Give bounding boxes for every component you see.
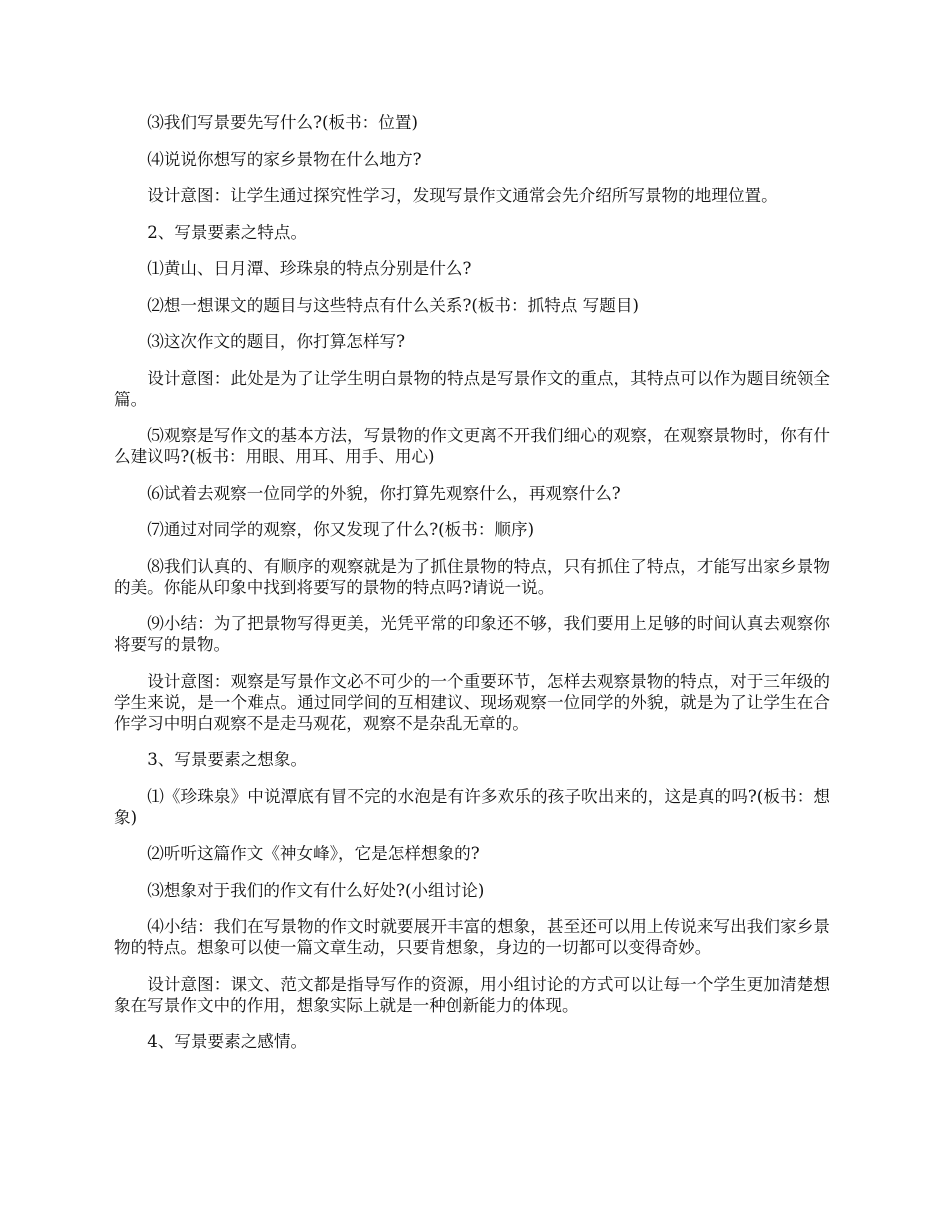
section-heading: 2、写景要素之特点。 [147, 222, 308, 242]
paragraph: 设计意图：观察是写景作文必不可少的一个重要环节，怎样去观察景物的特点，对于三年级的学生来说，是一个难点。通过同学间的互相建议、现场观察一位同学的外貌，就是为了让学生在合作学习中明白观察不是走马观花，观察不是杂乱无章的。 [114, 671, 830, 733]
paragraph: 设计意图：此处是为了让学生明白景物的特点是写景作文的重点，其特点可以作为题目统领全篇。 [114, 368, 830, 409]
paragraph: ⑵听听这篇作文《神女峰》，它是怎样想象的? [147, 844, 480, 863]
paragraph: ⑺通过对同学的观察，你又发现了什么?(板书：顺序) [147, 520, 535, 539]
paragraph: ⑻我们认真的、有顺序的观察就是为了抓住景物的特点，只有抓住了特点，才能写出家乡景物的美。你能从印象中找到将要写的景物的特点吗?请说一说。 [114, 556, 830, 597]
paragraph: ⑶想象对于我们的作文有什么好处?(小组讨论) [147, 880, 485, 900]
section-heading: 3、写景要素之想象。 [147, 750, 308, 769]
paragraph: 设计意图：课文、范文都是指导写作的资源，用小组讨论的方式可以让每一个学生更加清楚想象在写景作文中的作用，想象实际上就是一种创新能力的体现。 [114, 974, 830, 1015]
paragraph: ⑸观察是写作文的基本方法，写景物的作文更离不开我们细心的观察，在观察景物时，你有什么建议吗?(板书：用眼、用耳、用手、用心) [114, 426, 830, 466]
paragraph: ⑷说说你想写的家乡景物在什么地方? [147, 149, 422, 169]
paragraph: ⑴《珍珠泉》中说潭底有冒不完的水泡是有许多欢乐的孩子吹出来的，这是真的吗?(板书：想象) [114, 786, 830, 827]
paragraph: 设计意图：让学生通过探究性学习，发现写景作文通常会先介绍所写景物的地理位置。 [147, 186, 778, 205]
paragraph: ⑷小结：我们在写景物的作文时就要展开丰富的想象，甚至还可以用上传说来写出我们家乡景物的特点。想象可以使一篇文章生动，只要肯想象，身边的一切都可以变得奇妙。 [114, 917, 830, 957]
paragraph: ⑵想一想课文的题目与这些特点有什么关系?(板书：抓特点 写题目) [147, 295, 639, 315]
paragraph: ⑶我们写景要先写什么?(板书：位置) [147, 113, 418, 132]
paragraph: ⑼小结：为了把景物写得更美，光凭平常的印象还不够，我们要用上足够的时间认真去观察你将要写的景物。 [114, 614, 830, 654]
paragraph: ⑹试着去观察一位同学的外貌，你打算先观察什么，再观察什么? [147, 483, 621, 503]
paragraph: ⑶这次作文的题目，你打算怎样写? [147, 332, 405, 351]
section-heading: 4、写景要素之感情。 [147, 1032, 308, 1051]
paragraph: ⑴黄山、日月潭、珍珠泉的特点分别是什么? [147, 259, 472, 278]
